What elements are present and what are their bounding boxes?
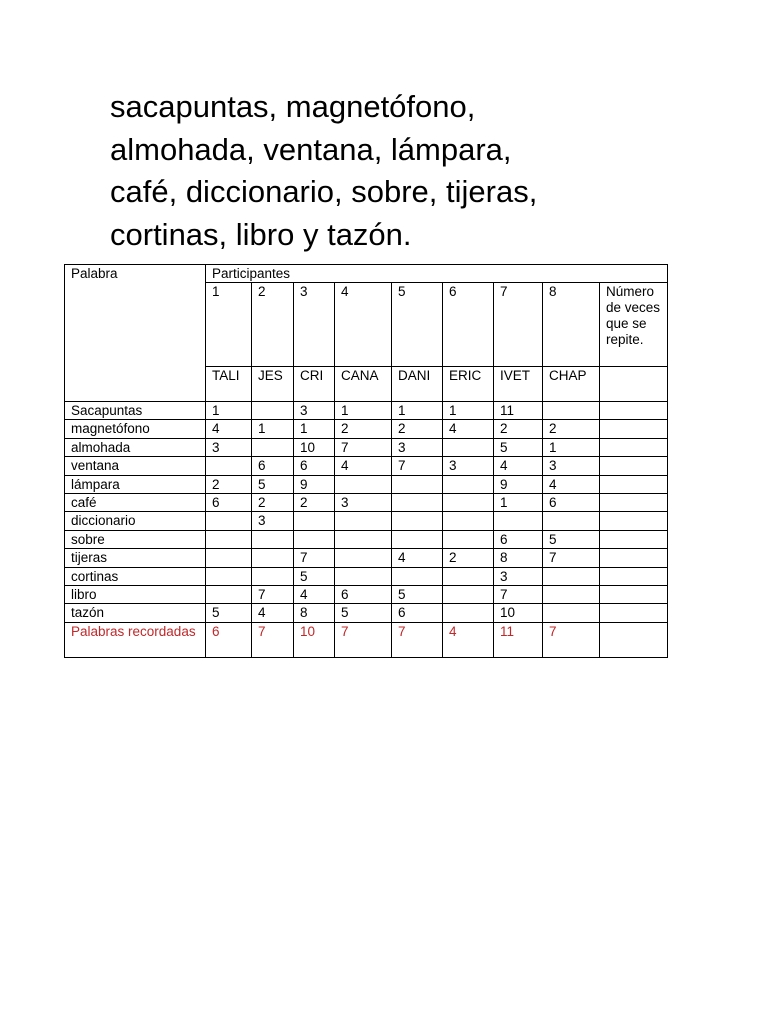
value-cell: 4 <box>206 420 252 438</box>
participant-code: CRI <box>294 367 335 402</box>
table-row <box>65 512 668 530</box>
participant-number: 1 <box>206 283 252 367</box>
table-row <box>65 457 668 475</box>
value-cell: 3 <box>335 493 392 511</box>
value-cell: 1 <box>443 402 494 420</box>
word-list-heading <box>110 86 670 256</box>
value-cell: 6 <box>335 585 392 603</box>
total-cell: 7 <box>543 622 600 657</box>
value-cell: 8 <box>294 604 335 622</box>
repeat-count-cell <box>600 420 668 438</box>
participant-number: 6 <box>443 283 494 367</box>
value-cell <box>206 585 252 603</box>
value-cell <box>543 402 600 420</box>
value-cell: 7 <box>252 585 294 603</box>
value-cell <box>252 438 294 456</box>
value-cell <box>392 493 443 511</box>
value-cell <box>206 457 252 475</box>
value-cell <box>335 475 392 493</box>
total-cell: 6 <box>206 622 252 657</box>
value-cell <box>494 512 543 530</box>
value-cell <box>443 493 494 511</box>
participant-number: 8 <box>543 283 600 367</box>
repeat-count-header: Número de veces que se repite. <box>600 283 668 367</box>
value-cell <box>443 438 494 456</box>
value-cell: 6 <box>543 493 600 511</box>
value-cell <box>335 567 392 585</box>
word-cell: tazón <box>65 604 206 622</box>
word-cell: cortinas <box>65 567 206 585</box>
participant-number: 4 <box>335 283 392 367</box>
table-row <box>65 402 668 420</box>
value-cell: 4 <box>335 457 392 475</box>
value-cell <box>443 475 494 493</box>
value-cell <box>543 512 600 530</box>
total-cell: 11 <box>494 622 543 657</box>
word-cell: café <box>65 493 206 511</box>
word-cell: magnetófono <box>65 420 206 438</box>
value-cell <box>206 567 252 585</box>
value-cell: 5 <box>252 475 294 493</box>
value-cell: 5 <box>392 585 443 603</box>
value-cell: 3 <box>543 457 600 475</box>
value-cell <box>206 549 252 567</box>
value-cell <box>392 512 443 530</box>
value-cell: 6 <box>206 493 252 511</box>
heading-line: café, diccionario, sobre, tijeras, <box>110 174 538 209</box>
value-cell: 1 <box>392 402 443 420</box>
table-row <box>65 438 668 456</box>
value-cell: 5 <box>335 604 392 622</box>
value-cell: 5 <box>294 567 335 585</box>
value-cell: 6 <box>294 457 335 475</box>
value-cell <box>443 604 494 622</box>
palabra-header: Palabra <box>65 265 206 402</box>
word-cell: lámpara <box>65 475 206 493</box>
table-row <box>65 585 668 603</box>
repeat-count-cell <box>600 493 668 511</box>
value-cell: 5 <box>543 530 600 548</box>
value-cell: 2 <box>206 475 252 493</box>
value-cell: 3 <box>252 512 294 530</box>
value-cell <box>443 512 494 530</box>
value-cell <box>252 567 294 585</box>
totals-row <box>65 622 668 657</box>
value-cell <box>443 567 494 585</box>
value-cell: 7 <box>543 549 600 567</box>
word-cell: Sacapuntas <box>65 402 206 420</box>
participant-code: TALI <box>206 367 252 402</box>
value-cell: 1 <box>543 438 600 456</box>
total-cell: 10 <box>294 622 335 657</box>
heading-line: cortinas, libro y tazón. <box>110 216 412 252</box>
value-cell: 4 <box>252 604 294 622</box>
participant-number: 7 <box>494 283 543 367</box>
value-cell: 7 <box>335 438 392 456</box>
value-cell <box>443 530 494 548</box>
value-cell <box>543 604 600 622</box>
value-cell <box>335 530 392 548</box>
value-cell: 3 <box>206 438 252 456</box>
word-cell: almohada <box>65 438 206 456</box>
value-cell: 1 <box>206 402 252 420</box>
value-cell: 2 <box>494 420 543 438</box>
value-cell <box>443 585 494 603</box>
value-cell <box>392 475 443 493</box>
word-cell: ventana <box>65 457 206 475</box>
participant-code: IVET <box>494 367 543 402</box>
table-row <box>65 475 668 493</box>
repeat-count-cell <box>600 402 668 420</box>
value-cell: 7 <box>392 457 443 475</box>
repeat-count-cell <box>600 530 668 548</box>
value-cell <box>206 530 252 548</box>
word-cell: sobre <box>65 530 206 548</box>
recall-table <box>64 264 668 658</box>
value-cell <box>543 567 600 585</box>
repeat-count-cell <box>600 604 668 622</box>
value-cell: 3 <box>294 402 335 420</box>
repeat-count-cell <box>600 622 668 657</box>
repeat-count-cell <box>600 512 668 530</box>
value-cell <box>294 530 335 548</box>
participant-code: DANI <box>392 367 443 402</box>
participant-number: 5 <box>392 283 443 367</box>
value-cell: 6 <box>252 457 294 475</box>
table-row <box>65 493 668 511</box>
value-cell: 9 <box>494 475 543 493</box>
value-cell: 4 <box>494 457 543 475</box>
value-cell: 4 <box>392 549 443 567</box>
total-cell: 7 <box>335 622 392 657</box>
value-cell: 5 <box>494 438 543 456</box>
value-cell: 7 <box>494 585 543 603</box>
table-row <box>65 549 668 567</box>
total-cell: 4 <box>443 622 494 657</box>
value-cell: 10 <box>494 604 543 622</box>
participant-code: CANA <box>335 367 392 402</box>
value-cell: 4 <box>543 475 600 493</box>
participantes-header: Participantes <box>206 265 668 283</box>
value-cell: 6 <box>392 604 443 622</box>
value-cell: 6 <box>494 530 543 548</box>
value-cell: 2 <box>252 493 294 511</box>
value-cell <box>294 512 335 530</box>
participant-code: JES <box>252 367 294 402</box>
table-row <box>65 420 668 438</box>
totals-label: Palabras recordadas <box>65 622 206 657</box>
participant-number: 3 <box>294 283 335 367</box>
value-cell: 11 <box>494 402 543 420</box>
word-cell: diccionario <box>65 512 206 530</box>
value-cell: 2 <box>294 493 335 511</box>
participant-code: CHAP <box>543 367 600 402</box>
value-cell: 2 <box>392 420 443 438</box>
repeat-count-cell <box>600 457 668 475</box>
value-cell: 2 <box>335 420 392 438</box>
table-row <box>65 604 668 622</box>
value-cell: 1 <box>294 420 335 438</box>
value-cell: 2 <box>543 420 600 438</box>
value-cell <box>206 512 252 530</box>
value-cell: 9 <box>294 475 335 493</box>
word-cell: libro <box>65 585 206 603</box>
repeat-count-cell <box>600 475 668 493</box>
value-cell <box>252 530 294 548</box>
value-cell <box>335 512 392 530</box>
value-cell: 1 <box>494 493 543 511</box>
value-cell <box>335 549 392 567</box>
participant-number: 2 <box>252 283 294 367</box>
value-cell <box>252 549 294 567</box>
value-cell: 8 <box>494 549 543 567</box>
value-cell <box>252 402 294 420</box>
participant-code: ERIC <box>443 367 494 402</box>
value-cell: 3 <box>392 438 443 456</box>
value-cell: 1 <box>335 402 392 420</box>
repeat-count-cell <box>600 585 668 603</box>
value-cell: 2 <box>443 549 494 567</box>
table-row <box>65 567 668 585</box>
value-cell: 4 <box>294 585 335 603</box>
repeat-count-cell <box>600 549 668 567</box>
total-cell: 7 <box>392 622 443 657</box>
value-cell <box>543 585 600 603</box>
value-cell <box>392 567 443 585</box>
repeat-count-cell <box>600 567 668 585</box>
value-cell: 3 <box>443 457 494 475</box>
heading-line: almohada, ventana, lámpara, <box>110 131 512 167</box>
total-cell: 7 <box>252 622 294 657</box>
value-cell: 3 <box>494 567 543 585</box>
word-cell: tijeras <box>65 549 206 567</box>
value-cell: 7 <box>294 549 335 567</box>
value-cell: 5 <box>206 604 252 622</box>
value-cell: 10 <box>294 438 335 456</box>
heading-line: sacapuntas, magnetófono, <box>110 89 476 124</box>
repeat-count-cell <box>600 367 668 402</box>
header-row <box>65 265 668 283</box>
value-cell <box>392 530 443 548</box>
repeat-count-cell <box>600 438 668 456</box>
value-cell: 4 <box>443 420 494 438</box>
value-cell: 1 <box>252 420 294 438</box>
table-row <box>65 530 668 548</box>
